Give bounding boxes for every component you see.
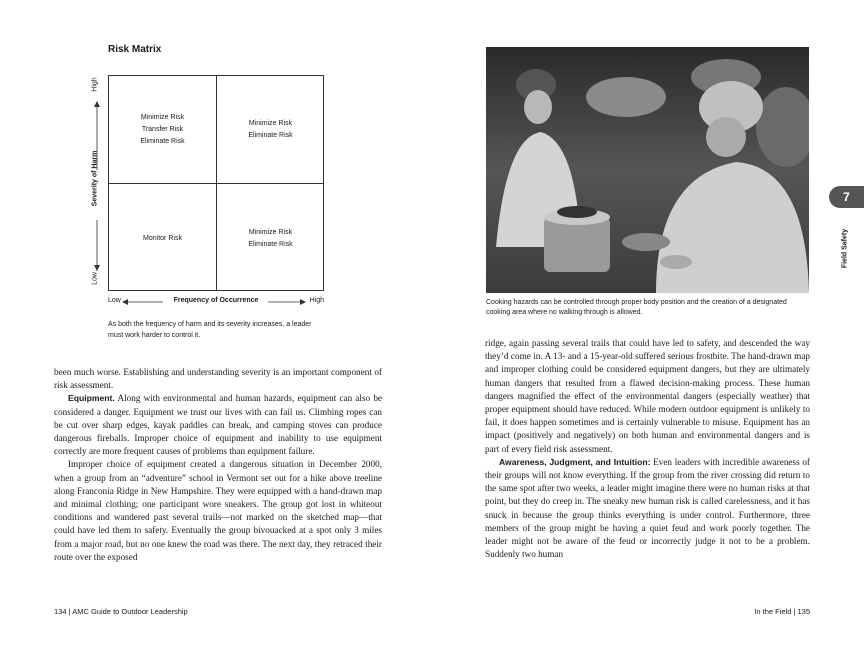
photo-caption: Cooking hazards can be controlled through proper body position and the creation of a designated cooking area where no walking through is allowed. — [486, 299, 787, 316]
x-axis-high: High — [309, 297, 324, 304]
run-in-heading: Awareness, Judgment, and Intuition: — [499, 456, 651, 467]
right-page-body — [485, 337, 810, 561]
y-axis-label: Severity of Harm — [91, 150, 99, 207]
paragraph-equipment: Equipment. Along with environmental and human hazards, equipment can also be considered a danger. Equipment we trust our lives with can fail us. Climbing ropes can be cut over sharp edges, kayak paddles can break, and camping stoves can produce dangerous fireballs. Improper choice of equipment and inability to use equipment correctly are more frequent causes of problems than equipment failure. — [54, 393, 382, 457]
risk-matrix-caption: As both the frequency of harm and its severity increases, a leader must work harder to control it. — [108, 321, 312, 339]
right-page-footer: In the Field | 135 — [754, 607, 810, 616]
chapter-tab: 7 — [829, 186, 864, 208]
paragraph: been much worse. Establishing and understanding severity is an important component of risk assessment. — [54, 367, 382, 391]
cell-low-severity-high-frequency: Minimize Risk Eliminate Risk — [248, 229, 293, 248]
chapter-tab-label: Field Safety — [841, 228, 849, 269]
risk-matrix-grid — [108, 75, 324, 291]
y-axis-high: High — [91, 77, 99, 92]
cell-high-severity-high-frequency: Minimize Risk Eliminate Risk — [248, 120, 293, 139]
x-axis-label: Frequency of Occurrence — [173, 297, 259, 304]
cooking-photo — [486, 47, 809, 293]
paragraph: Improper choice of equipment created a dangerous situation in December 2000, when a group from an “adventure” school in Vermont set out for a hike above treeline along Franconia Ridge in New Hampshire. They were equipped with a hand-drawn map and minimal clothing; one participant wore sneakers. The group got lost in whiteout conditions and wandered past several trails—not marked on the sketched map—that could have led them to safety. Eventually the group bivouacked at a spot only 3 miles from a major road, but no one knew the road was there. The next day, they retraced their route over the exposed — [54, 459, 382, 562]
cell-low-severity-low-frequency: Monitor Risk — [143, 235, 182, 242]
y-axis — [85, 75, 105, 291]
y-axis-arrow — [91, 75, 100, 291]
risk-matrix-title: Risk Matrix — [108, 44, 162, 55]
x-axis-arrow — [108, 298, 324, 306]
cell-high-severity-low-frequency: Minimize Risk Transfer Risk Eliminate Risk — [140, 114, 185, 145]
left-page-body — [54, 366, 382, 564]
x-axis — [108, 297, 324, 309]
run-in-heading: Equipment. — [68, 393, 115, 404]
left-page-footer: 134 | AMC Guide to Outdoor Leadership — [54, 607, 188, 616]
paragraph: ridge, again passing several trails that could have led to safety, and descended the way they’d come in. A 13- and a 15-year-old suffered serious frostbite. The hand-drawn map and improper clothing could be considered equipment dangers, but they are ultimately human dangers that resulted from a flawed decision-making process. These human dangers magnified the effect of the environmental dangers (especially weather) that proper equipment should have reduced. While modern outdoor equipment is unlikely to fail, it does happen sometimes and is certainly vulnerable to misuse. Equipment has an impact (positively and negatively) on both human and environmental dangers and is part of every field risk assessment. — [485, 338, 810, 454]
y-axis-low: Low — [91, 272, 99, 285]
paragraph-awareness: Awareness, Judgment, and Intuition: Even leaders with incredible awareness of their groups will not know everything. If the group from the river crossing did return to the same spot after two weeks, a leader might imagine there were no human risks at that point, but they do creep in. The sneaky new human risk is called carelessness, and it has snuck in because the group thinks everything is under control. Furthermore, three members of the group might be having a quiet feud and work poorly together. The leader might not be aware of the feud or incorrectly judge it not to be a problem. Suddenly two human — [485, 456, 810, 560]
x-axis-low: Low — [108, 297, 121, 304]
